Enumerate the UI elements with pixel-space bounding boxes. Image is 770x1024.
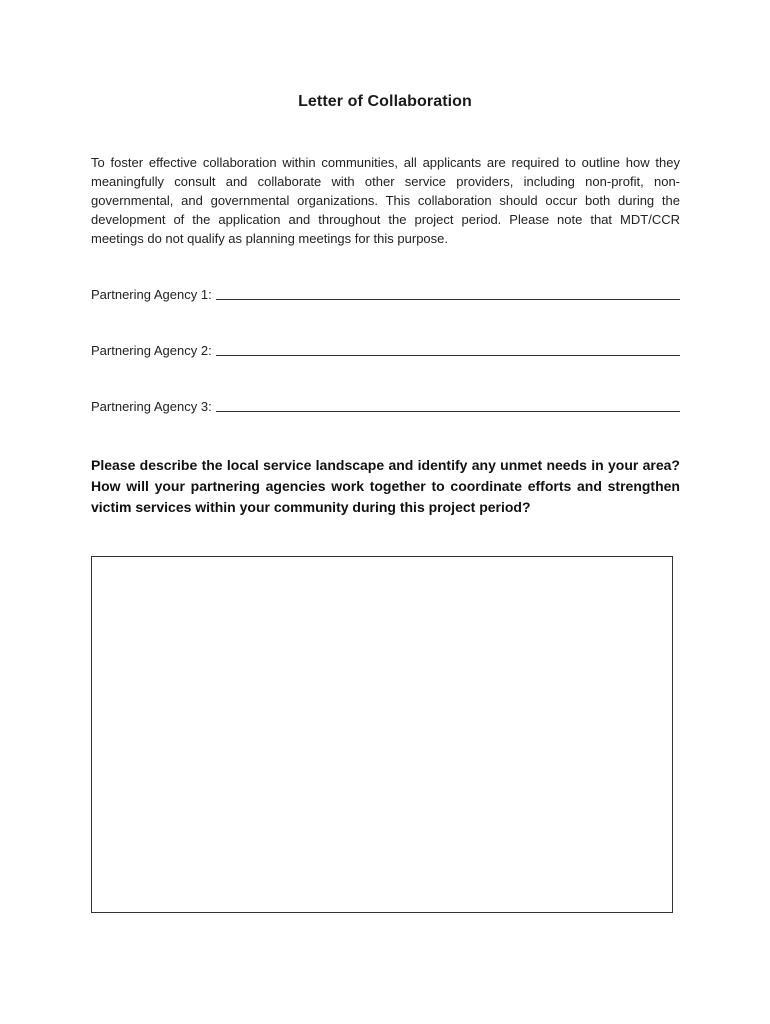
partnering-agency-1-label: Partnering Agency 1: <box>91 287 212 302</box>
partnering-agency-2-label: Partnering Agency 2: <box>91 343 212 358</box>
partnering-agency-3-label: Partnering Agency 3: <box>91 399 212 414</box>
partnering-agency-3-field[interactable] <box>216 398 680 412</box>
partnering-agency-2-row <box>91 341 680 360</box>
intro-paragraph: To foster effective collaboration within communities, all applicants are required to outline how they meaningfully consult and collaborate with other service providers, including non-profit, non-governmental, and governmental organizations. This collaboration should occur both during the development of the application and throughout the project period. Please note that MDT/CCR meetings do not qualify as planning meetings for this purpose. <box>91 155 680 246</box>
partnering-agency-1-row <box>91 285 680 304</box>
partnering-agency-1-field[interactable] <box>216 286 680 300</box>
partnering-agency-3-row <box>91 397 680 416</box>
partnering-agency-2-field[interactable] <box>216 342 680 356</box>
service-landscape-question: Please describe the local service landscape and identify any unmet needs in your area? How will your partnering agencies work together to coordinate efforts and strengthen victim services within your community during this project period? <box>91 457 680 515</box>
answer-text-box[interactable] <box>91 556 673 913</box>
page-title: Letter of Collaboration <box>298 93 472 110</box>
